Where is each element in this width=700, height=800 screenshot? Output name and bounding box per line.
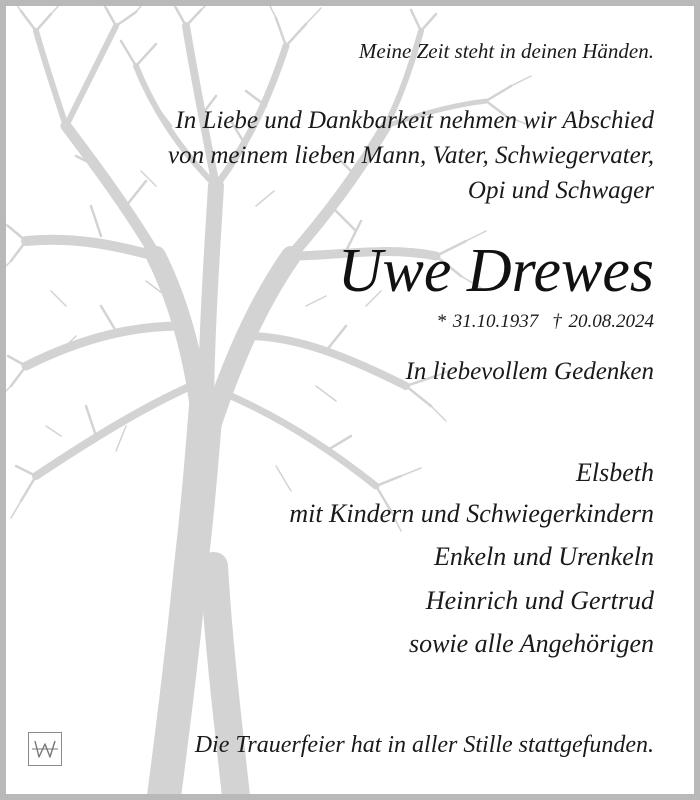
- life-dates: [437, 311, 655, 333]
- memorial-line: In liebevollem Gedenken: [405, 358, 654, 385]
- mourner-line: Heinrich und Gertrud: [425, 586, 654, 615]
- w-monogram-icon: [28, 732, 62, 766]
- mourner-line: Elsbeth: [576, 458, 654, 487]
- mourner-line: Enkeln und Urenkeln: [434, 542, 654, 571]
- deceased-name: Uwe Drewes: [337, 237, 654, 305]
- closing-line: Die Trauerfeier hat in aller Stille stattgefunden.: [194, 732, 654, 758]
- mourner-line: mit Kindern und Schwiegerkindern: [289, 499, 654, 528]
- farewell-line: Opi und Schwager: [467, 177, 654, 204]
- farewell-text: [168, 103, 654, 208]
- farewell-line: In Liebe und Dankbarkeit nehmen wir Abschied: [175, 107, 654, 134]
- death-date: † 20.08.2024: [552, 311, 654, 332]
- mourner-line: sowie alle Angehörigen: [408, 629, 654, 658]
- motto-line: Meine Zeit steht in deinen Händen.: [358, 39, 654, 63]
- farewell-line: von meinem lieben Mann, Vater, Schwiegervater,: [168, 142, 654, 169]
- birth-date: * 31.10.1937: [436, 311, 539, 332]
